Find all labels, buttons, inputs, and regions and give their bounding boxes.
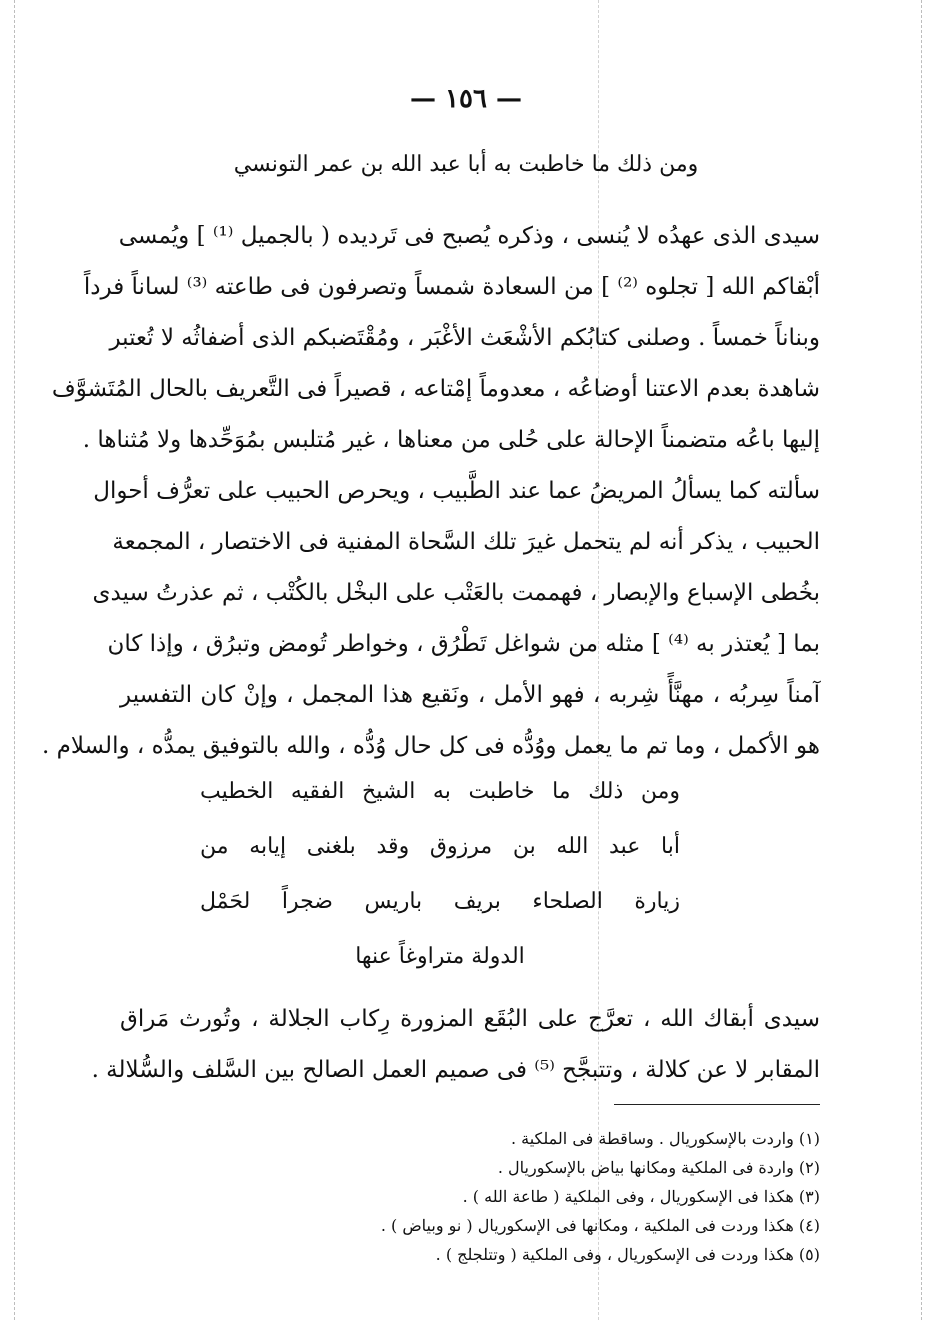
paragraph-line: أبْقاكم الله [ تجلوه ⁽²⁾ ] من السعادة شمساً وتصرفون فى طاعته ⁽³⁾ لساناً فرداً bbox=[83, 274, 820, 300]
footnote: (١) واردت بالإسكوريال . وساقطة فى الملكية . bbox=[510, 1129, 820, 1148]
paragraph-line: بما [ يُعتذر به ⁽⁴⁾ ] مثله من شواغل تَطْرُق ، وخواطر تُومض وتبرُق ، وإذا كان bbox=[107, 631, 820, 657]
heading-line: أبا عبد الله بن مرزوق وقد بلغنى إيابه من bbox=[200, 834, 680, 859]
paragraph-line: سيدى الذى عهدُه لا يُنسى ، وذكره يُصبح فى تَرديده ( بالجميل ⁽¹⁾ ] ويُمسى bbox=[118, 223, 820, 249]
paragraph-line: الحبيب ، يذكر أنه لم يتحمل غيرَ تلك السَّحاة المفنية فى الاختصار ، المجمعة bbox=[112, 529, 820, 555]
paragraph-2 bbox=[91, 994, 820, 1096]
footnotes bbox=[300, 1124, 820, 1269]
paragraph-line: المقابر لا عن كلالة ، وتتبجَّح ⁽⁵⁾ فى صميم العمل الصالح بين السَّلف والسُّلالة . bbox=[91, 1057, 820, 1083]
page-edge-right bbox=[921, 0, 922, 1320]
paragraph-line: هو الأكمل ، وما تم ما يعمل ووُدُّه فى كل حال وُدُّه ، والله بالتوفيق يمدُّه ، والسلام . bbox=[41, 733, 820, 759]
section-heading-2 bbox=[200, 764, 680, 984]
paragraph-line: بخُطى الإسباع والإبصار ، فهممت بالعَتْب على البخْل بالكُتْب ، ثم عذرتُ سيدى bbox=[92, 580, 820, 606]
heading-line: ومن ذلك ما خاطبت به الشيخ الفقيه الخطيب bbox=[200, 779, 680, 804]
heading-line: زيارة الصلحاء بريف باريس ضجراً لحَمْل bbox=[200, 889, 680, 914]
paragraph-line: سألته كما يسألُ المريضُ عما عند الطَّبيب ، ويحرص الحبيب على تعرُّف أحوال bbox=[93, 478, 820, 504]
page-edge-left bbox=[14, 0, 15, 1320]
footnote: (٣) هكذا فى الإسكوريال ، وفى الملكية ( طاعة الله ) . bbox=[462, 1187, 820, 1206]
page-number: — ١٥٦ — bbox=[409, 84, 523, 114]
footnote: (٢) واردة فى الملكية ومكانها بياض بالإسكوريال . bbox=[497, 1158, 820, 1177]
heading-line: الدولة متراوغاً عنها bbox=[355, 944, 525, 969]
footnote: (٤) هكذا وردت فى الملكية ، ومكانها فى الإسكوريال ( نو وبياض ) . bbox=[380, 1216, 820, 1235]
paragraph-line: إليها باعُه متضمناً الإحالة على حُلى من معناها ، غير مُتلبس بمُوَحِّدها ولا مُثناها . bbox=[82, 427, 820, 453]
paragraph-line: وبناناً خمساً . وصلنى كتابُكم الأشْعَث الأغْبَر ، ومُقْتَضبكم الذى أضفاثُه لا تُعتبر bbox=[109, 325, 820, 351]
footnote-separator bbox=[614, 1104, 820, 1105]
paragraph-1 bbox=[41, 211, 820, 772]
section-heading-1: ومن ذلك ما خاطبت به أبا عبد الله بن عمر التونسي bbox=[233, 152, 699, 177]
paragraph-line: سيدى أبقاك الله ، تعرَّج على البُقَع المزورة رِكاب الجلالة ، وتُورث مَراق bbox=[120, 1006, 820, 1032]
paragraph-line: آمناً سِربُه ، مهنَّأً شِربه ، فهو الأمل ، ونَقيع هذا المجمل ، وإنْ كان التفسير bbox=[120, 682, 820, 708]
footnote: (٥) هكذا وردت فى الإسكوريال ، وفى الملكية ( وتتلجلج ) . bbox=[435, 1245, 820, 1264]
paragraph-line: شاهدة بعدم الاعتنا أوضاعُه ، معدوماً إمْتاعه ، قصيراً فى التَّعريف بالحال المُتَشوَّف bbox=[51, 376, 820, 402]
